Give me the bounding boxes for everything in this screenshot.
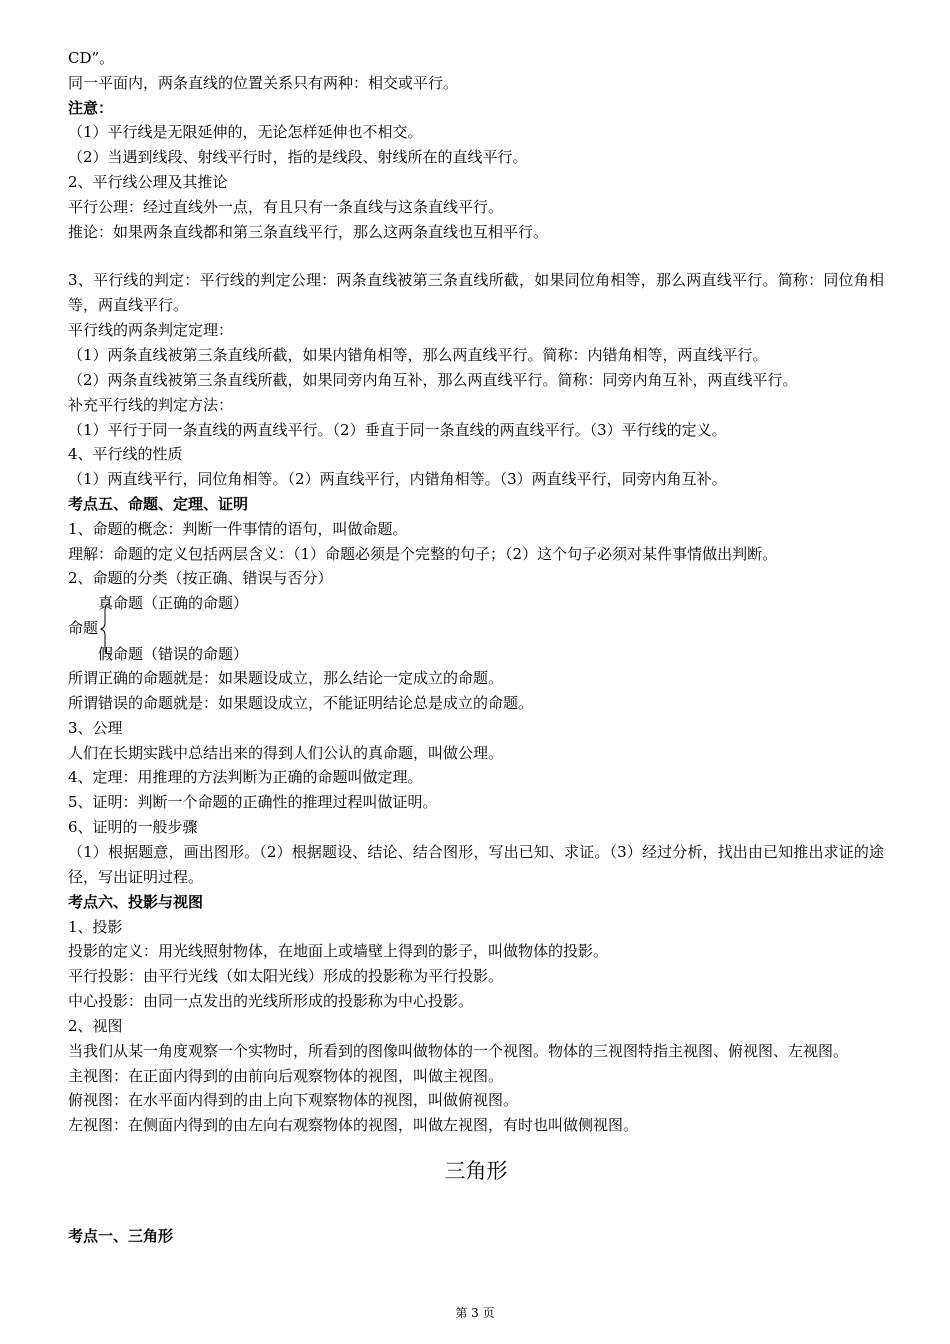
text-line: 平行公理：经过直线外一点，有且只有一条直线与这条直线平行。 bbox=[68, 197, 504, 216]
text-line: （1）平行线是无限延伸的，无论怎样延伸也不相交。 bbox=[68, 123, 423, 142]
text-line: 补充平行线的判定方法： bbox=[68, 395, 234, 414]
text-line: CD”。 bbox=[68, 49, 115, 67]
true-proposition-label: 真命题（正确的命题） bbox=[98, 594, 249, 613]
text-line: 2、视图 bbox=[68, 1016, 123, 1035]
proposition-classification bbox=[68, 591, 884, 666]
text-line: 同一平面内，两条直线的位置关系只有两种：相交或平行。 bbox=[68, 73, 459, 92]
text-line: 主视图：在正面内得到的由前向后观察物体的视图，叫做主视图。 bbox=[68, 1066, 504, 1085]
proof-steps-paragraph: （1）根据题意，画出图形。（2）根据题设、结论、结合图形，写出已知、求证。（3）经过分析，找出由已知推出求证的途径，写出证明过程。 bbox=[68, 842, 884, 886]
text-line: （1）平行于同一条直线的两直线平行。（2）垂直于同一条直线的两直线平行。（3）平行线的定义。 bbox=[68, 420, 727, 439]
after-proposition-section bbox=[68, 666, 884, 840]
text-line: （1）两直线平行，同位角相等。（2）两直线平行，内错角相等。（3）两直线平行，同旁内角互补。 bbox=[68, 470, 727, 489]
text-line: 左视图：在侧面内得到的由左向右观察物体的视图，叫做左视图，有时也叫做侧视图。 bbox=[68, 1116, 639, 1135]
text-line: 6、证明的一般步骤 bbox=[68, 817, 198, 836]
text-line: （2）两条直线被第三条直线所截，如果同旁内角互补，那么两直线平行。简称：同旁内角互补，两直线平行。 bbox=[68, 370, 798, 389]
false-proposition-label: 假命题（错误的命题） bbox=[98, 645, 249, 664]
text-line: 人们在长期实践中总结出来的得到人们公认的真命题，叫做公理。 bbox=[68, 743, 504, 762]
parallel-judgement-paragraph: 3、平行线的判定：平行线的判定公理：两条直线被第三条直线所截，如果同位角相等，那么两直线平行。简称：同位角相等，两直线平行。 bbox=[68, 271, 884, 315]
text-line: 1、投影 bbox=[68, 917, 123, 936]
page-content bbox=[68, 46, 884, 1249]
text-line: 2、平行线公理及其推论 bbox=[68, 172, 228, 191]
text-line: 3、公理 bbox=[68, 718, 123, 737]
views-section bbox=[68, 1064, 884, 1138]
text-line: 中心投影：由同一点发出的光线所形成的投影称为中心投影。 bbox=[68, 991, 474, 1010]
section-heading: 考点六、投影与视图 bbox=[68, 892, 204, 911]
text-line: 俯视图：在水平面内得到的由上向下观察物体的视图，叫做俯视图。 bbox=[68, 1091, 519, 1110]
text-line: 4、定理：用推理的方法判断为正确的命题叫做定理。 bbox=[68, 768, 423, 787]
section-heading: 考点一、三角形 bbox=[68, 1226, 174, 1245]
text-line: 平行线的两条判定定理： bbox=[68, 321, 234, 340]
section-title: 三角形 bbox=[444, 1158, 508, 1183]
projection-section bbox=[68, 890, 884, 1039]
text-line: 4、平行线的性质 bbox=[68, 445, 183, 464]
page-number: 第 3 页 bbox=[455, 1306, 495, 1320]
text-line: 投影的定义：用光线照射物体，在地面上或墙壁上得到的影子，叫做物体的投影。 bbox=[68, 942, 609, 961]
text-line: （2）当遇到线段、射线平行时，指的是线段、射线所在的直线平行。 bbox=[68, 148, 528, 167]
top-section bbox=[68, 46, 884, 244]
text-line: （1）两条直线被第三条直线所截，如果内错角相等，那么两直线平行。简称：内错角相等，两直线平行。 bbox=[68, 346, 768, 365]
proposition-root-label: 命题 bbox=[68, 619, 99, 638]
text-line: 推论：如果两条直线都和第三条直线平行，那么这两条直线也互相平行。 bbox=[68, 222, 549, 241]
text-line: 1、命题的概念：判断一件事情的语句，叫做命题。 bbox=[68, 519, 408, 538]
text-line: 5、证明：判断一个命题的正确性的推理过程叫做证明。 bbox=[68, 793, 438, 812]
text-line: 所谓错误的命题就是：如果题设成立，不能证明结论总是成立的命题。 bbox=[68, 693, 534, 712]
blank-line bbox=[68, 244, 884, 268]
views-paragraph: 当我们从某一角度观察一个实物时，所看到的图像叫做物体的一个视图。物体的三视图特指主视图、俯视图、左视图。 bbox=[68, 1041, 849, 1060]
text-line: 所谓正确的命题就是：如果题设成立，那么结论一定成立的命题。 bbox=[68, 669, 504, 688]
section-heading: 考点五、命题、定理、证明 bbox=[68, 494, 249, 513]
section-heading: 注意： bbox=[68, 98, 114, 117]
text-line: 2、命题的分类（按正确、错误与否分） bbox=[68, 569, 333, 588]
text-line: 理解：命题的定义包括两层含义：（1）命题必须是个完整的句子；（2）这个句子必须对某件事情做出判断。 bbox=[68, 544, 778, 563]
mid-section bbox=[68, 318, 884, 591]
text-line: 平行投影：由平行光线（如太阳光线）形成的投影称为平行投影。 bbox=[68, 967, 504, 986]
